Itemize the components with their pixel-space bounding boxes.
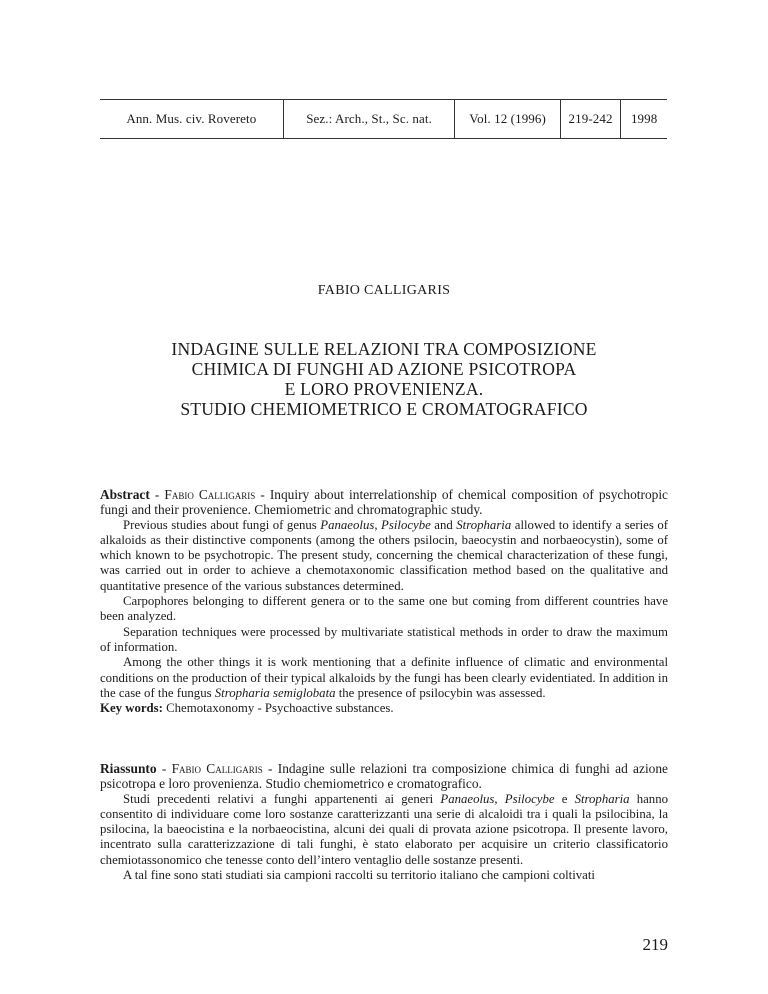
author-name: FABIO CALLIGARIS	[317, 283, 451, 298]
text: Among the other things it is work mentioning that a definite influence of climatic and environmental conditions on the production of their typical alkaloids by the fungi has been clearly evidentiated. In addition in the case of the fungus	[100, 655, 668, 700]
journal-header-table	[100, 99, 667, 139]
riassunto-paragraph: A tal fine sono stati studiati sia campioni raccolti su territorio italiano che campioni coltivati	[123, 868, 595, 883]
riassunto-sep: -	[156, 761, 172, 776]
species-name: Stropharia semiglobata	[214, 685, 336, 700]
text: and	[430, 517, 457, 532]
title-line: E LORO PROVENIENZA.	[284, 379, 484, 399]
key-words-text: Chemotaxonomy - Psychoactive substances.	[162, 701, 394, 716]
abstract-paragraph	[100, 518, 668, 594]
riassunto-heading	[100, 761, 668, 792]
header-volume: Vol. 12 (1996)	[454, 100, 559, 138]
header-journal: Ann. Mus. civ. Rovereto	[126, 111, 257, 126]
riassunto-author: Fabio Calligaris	[171, 761, 263, 776]
abstract-section	[100, 487, 668, 716]
text: Previous studies about fungi of genus	[123, 517, 321, 532]
text: e	[554, 791, 575, 806]
text: Studi precedenti relativi a funghi appartenenti ai generi	[123, 791, 441, 806]
title-line: STUDIO CHEMIOMETRICO E CROMATOGRAFICO	[180, 399, 588, 419]
genus-name: Strophariа	[574, 791, 630, 806]
header-year: 1998	[620, 100, 667, 138]
abstract-heading-text: - Inquiry about interrelationship of chemical composition of psychotropic fungi and their provenience. Chemiometric and chromatographic study.	[100, 487, 669, 518]
text: allowed to identify a series of alkaloids as their distinctive components (among the others psilocin, baeocystin and norbaeocystin), some of which known to be psychotropic. The present study, concerning the chemical characterization of these fungi, was carried out in order to achieve a chemotaxonomic classification method based on the qualitative and quantitative presence of the various substances determined.	[100, 517, 668, 593]
title-line: CHIMICA DI FUNGHI AD AZIONE PSICOTROPA	[191, 359, 577, 379]
header-section: Sez.: Arch., St., Sc. nat.	[283, 100, 455, 138]
riassunto-label: Riassunto	[100, 761, 157, 776]
abstract-paragraph: Separation techniques were processed by multivariate statistical methods in order to draw the maximum of information.	[100, 624, 668, 654]
riassunto-heading-text: - Indagine sulle relazioni tra composizione chimica di funghi ad azione psicotropa e loro provenienza. Studio chemiometrico e cromatografico.	[100, 761, 668, 792]
genus-name: Psilocybe	[381, 517, 431, 532]
page-number: 219	[642, 935, 668, 954]
text: hanno consentito di individuare come loro sostanze caratterizzanti una serie di alcaloidi tra i quali la psilocibina, la psilocina, la baeocistina e la norbaeocistina, alcuni dei quali di provata azione psicotropa. Il presente lavoro, incentrato sulla caratterizzazione di tali funghi, è stato elaborato per acquisire un criterio classificatorio chemiotassonomico che tenesse conto dell’intero ventaglio delle sostanze presenti.	[100, 791, 668, 867]
genus-name: Panaeolus	[440, 791, 495, 806]
abstract-author: Fabio Calligaris	[164, 487, 256, 502]
title-line: INDAGINE SULLE RELAZIONI TRA COMPOSIZIONE	[171, 339, 597, 359]
genus-name: Stropharia	[456, 517, 512, 532]
text: ,	[494, 791, 505, 806]
genus-name: Panaeolus	[320, 517, 375, 532]
text: ,	[374, 517, 382, 532]
abstract-label: Abstract	[100, 487, 150, 502]
genus-name: Psilocybe	[504, 791, 555, 806]
riassunto-paragraph	[100, 792, 668, 868]
key-words	[100, 701, 668, 716]
abstract-paragraph: Carpophores belonging to different genera or to the same one but coming from different countries have been analyzed.	[100, 594, 668, 624]
header-pages: 219-242	[560, 100, 621, 138]
abstract-paragraph	[100, 655, 668, 701]
paper-title	[100, 339, 668, 419]
abstract-heading	[100, 487, 668, 518]
abstract-sep: -	[149, 487, 165, 502]
riassunto-section	[100, 761, 668, 883]
text: the presence of psilocybin was assessed.	[335, 685, 546, 700]
key-words-label: Key words:	[100, 701, 163, 716]
